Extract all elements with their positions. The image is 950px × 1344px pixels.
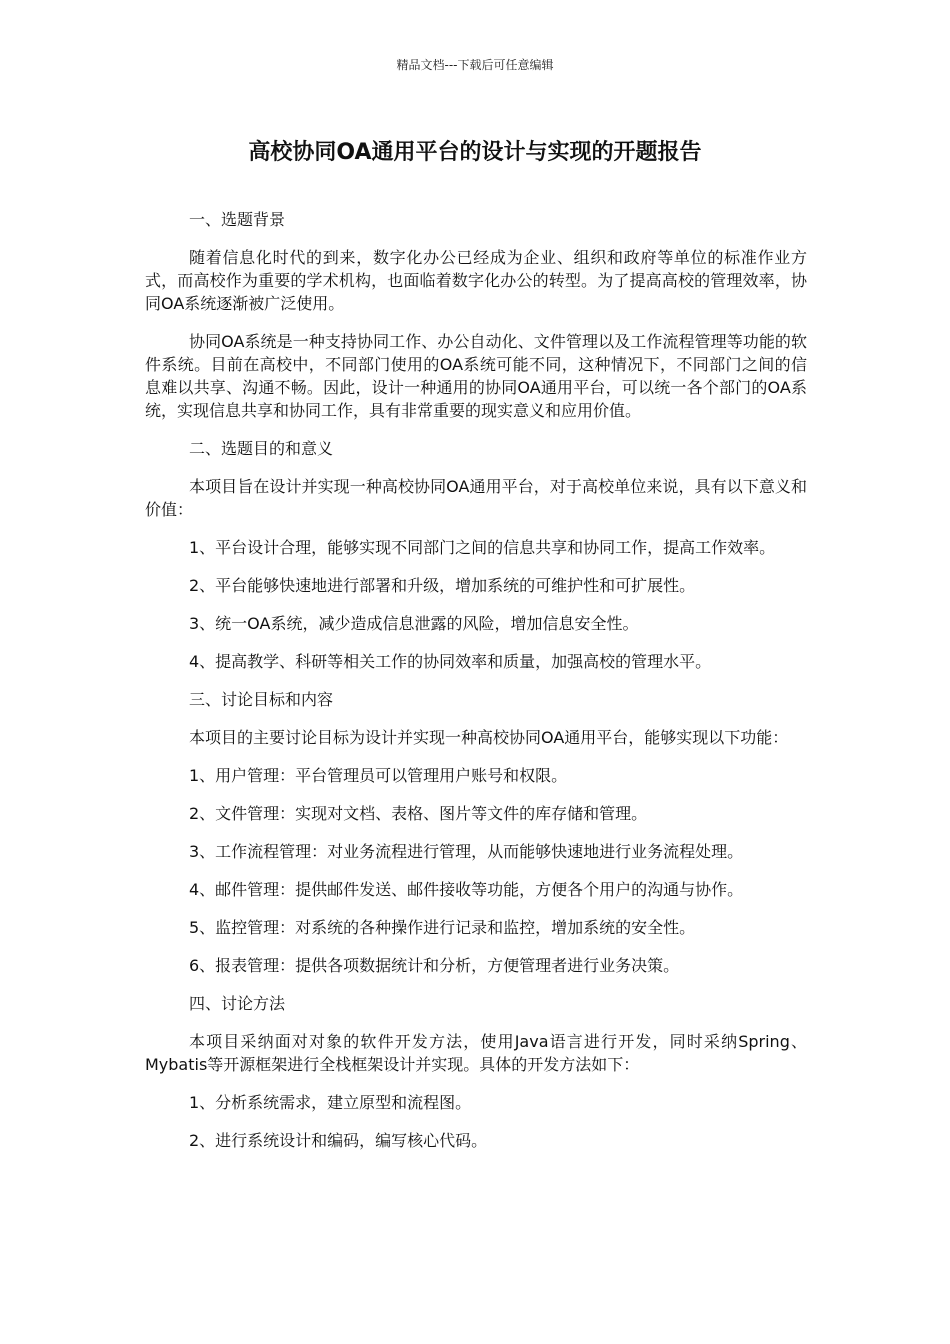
- section-heading-purpose: 二、选题目的和意义: [189, 439, 334, 458]
- list-item-method-2: 2、进行系统设计和编码，编写核心代码。: [189, 1131, 488, 1150]
- list-item-purpose-3: 3、统一OA系统，减少造成信息泄露的风险，增加信息安全性。: [189, 614, 639, 633]
- list-item-goal-4: 4、邮件管理：提供邮件发送、邮件接收等功能，方便各个用户的沟通与协作。: [189, 880, 744, 899]
- document-body: [145, 208, 807, 1167]
- section-heading-goals: 三、讨论目标和内容: [189, 690, 334, 709]
- list-item-method-1: 1、分析系统需求，建立原型和流程图。: [189, 1093, 472, 1112]
- section-heading-methods: 四、讨论方法: [189, 994, 286, 1013]
- paragraph-methods-intro: 本项目采纳面对对象的软件开发方法，使用Java语言进行开发，同时采纳Spring、Mybatis等开源框架进行全栈框架设计并实现。具体的开发方法如下：: [145, 1032, 807, 1074]
- section-heading-background: 一、选题背景: [189, 210, 286, 229]
- list-item-purpose-1: 1、平台设计合理，能够实现不同部门之间的信息共享和协同工作，提高工作效率。: [189, 538, 776, 557]
- document-title: 高校协同OA通用平台的设计与实现的开题报告: [248, 140, 702, 165]
- list-item-goal-1: 1、用户管理：平台管理员可以管理用户账号和权限。: [189, 766, 568, 785]
- paragraph-background-2: 协同OA系统是一种支持协同工作、办公自动化、文件管理以及工作流程管理等功能的软件系统。目前在高校中，不同部门使用的OA系统可能不同，这种情况下，不同部门之间的信息难以共享、沟通不畅。因此，设计一种通用的协同OA通用平台，可以统一各个部门的OA系统，实现信息共享和协同工作，具有非常重要的现实意义和应用价值。: [145, 332, 807, 420]
- list-item-goal-6: 6、报表管理：提供各项数据统计和分析，方便管理者进行业务决策。: [189, 956, 680, 975]
- list-item-goal-3: 3、工作流程管理：对业务流程进行管理，从而能够快速地进行业务流程处理。: [189, 842, 744, 861]
- page-header: 精品文档---下载后可任意编辑: [396, 58, 554, 72]
- paragraph-purpose-intro: 本项目旨在设计并实现一种高校协同OA通用平台，对于高校单位来说，具有以下意义和价值：: [145, 477, 807, 519]
- list-item-purpose-2: 2、平台能够快速地进行部署和升级，增加系统的可维护性和可扩展性。: [189, 576, 696, 595]
- paragraph-goals-intro: 本项目的主要讨论目标为设计并实现一种高校协同OA通用平台，能够实现以下功能：: [189, 728, 789, 747]
- paragraph-background-1: 随着信息化时代的到来，数字化办公已经成为企业、组织和政府等单位的标准作业方式，而高校作为重要的学术机构，也面临着数字化办公的转型。为了提高高校的管理效率，协同OA系统逐渐被广泛使用。: [145, 248, 807, 313]
- list-item-purpose-4: 4、提高教学、科研等相关工作的协同效率和质量，加强高校的管理水平。: [189, 652, 712, 671]
- list-item-goal-5: 5、监控管理：对系统的各种操作进行记录和监控，增加系统的安全性。: [189, 918, 696, 937]
- list-item-goal-2: 2、文件管理：实现对文档、表格、图片等文件的库存储和管理。: [189, 804, 648, 823]
